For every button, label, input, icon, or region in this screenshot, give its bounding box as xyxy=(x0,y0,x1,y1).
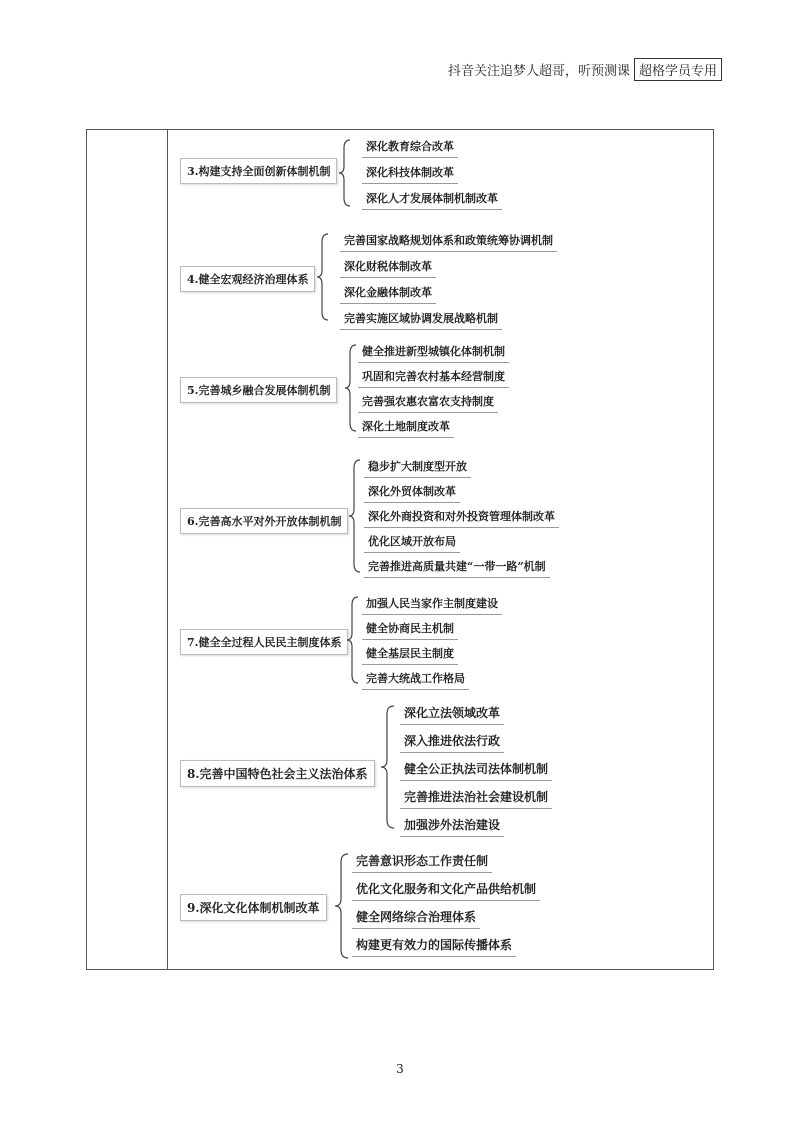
list-item: 健全基层民主制度 xyxy=(362,645,458,665)
list-item: 完善推进法治社会建设机制 xyxy=(400,788,552,809)
brace-icon xyxy=(380,704,396,830)
header-tag: 超格学员专用 xyxy=(634,58,722,81)
list-item: 完善国家战略规划体系和政策统筹协调机制 xyxy=(340,232,557,252)
list-item: 深化外商投资和对外投资管理体制改革 xyxy=(364,508,559,528)
list-item: 巩固和完善农村基本经营制度 xyxy=(358,368,509,388)
group-title: 7.健全全过程人民民主制度体系 xyxy=(180,629,348,655)
list-item: 完善推进高质量共建“一带一路”机制 xyxy=(364,558,550,578)
brace-icon xyxy=(348,458,362,574)
list-item: 优化文化服务和文化产品供给机制 xyxy=(352,880,540,901)
list-item: 加强涉外法治建设 xyxy=(400,816,504,837)
group-title: 3.构建支持全面创新体制机制 xyxy=(180,158,337,184)
group-title: 4.健全宏观经济治理体系 xyxy=(180,266,315,292)
list-item: 深化科技体制改革 xyxy=(362,164,458,184)
list-item: 健全公正执法司法体制机制 xyxy=(400,760,552,781)
brace-icon xyxy=(346,595,360,685)
list-item: 加强人民当家作主制度建设 xyxy=(362,595,502,615)
brace-icon xyxy=(334,852,350,960)
list-item: 深化教育综合改革 xyxy=(362,138,458,158)
list-item: 深化外贸体制改革 xyxy=(364,483,460,503)
list-item: 稳步扩大制度型开放 xyxy=(364,458,471,478)
page-header xyxy=(448,58,722,81)
brace-icon xyxy=(344,343,358,433)
group-title: 5.完善城乡融合发展体制机制 xyxy=(180,377,337,403)
list-item: 深化财税体制改革 xyxy=(340,258,436,278)
list-item: 深化立法领域改革 xyxy=(400,704,504,725)
group-title: 9.深化文化体制机制改革 xyxy=(180,894,327,921)
list-item: 优化区域开放布局 xyxy=(364,533,460,553)
brace-icon xyxy=(316,232,330,322)
list-item: 深入推进依法行政 xyxy=(400,732,504,753)
list-item: 健全推进新型城镇化体制机制 xyxy=(358,343,509,363)
group-title: 8.完善中国特色社会主义法治体系 xyxy=(180,760,375,787)
group-title: 6.完善高水平对外开放体制机制 xyxy=(180,508,348,534)
page-number: 3 xyxy=(396,1062,404,1076)
list-item: 完善强农惠农富农支持制度 xyxy=(358,393,498,413)
header-text: 抖音关注追梦人超哥，听预测课 xyxy=(447,64,630,79)
column-divider xyxy=(167,129,168,970)
brace-icon xyxy=(338,138,352,208)
list-item: 完善实施区域协调发展战略机制 xyxy=(340,310,502,330)
list-item: 深化人才发展体制机制改革 xyxy=(362,190,502,210)
list-item: 健全网络综合治理体系 xyxy=(352,908,480,929)
list-item: 构建更有效力的国际传播体系 xyxy=(352,936,516,957)
list-item: 健全协商民主机制 xyxy=(362,620,458,640)
list-item: 完善大统战工作格局 xyxy=(362,670,469,690)
list-item: 深化金融体制改革 xyxy=(340,284,436,304)
list-item: 深化土地制度改革 xyxy=(358,418,454,438)
list-item: 完善意识形态工作责任制 xyxy=(352,852,492,873)
